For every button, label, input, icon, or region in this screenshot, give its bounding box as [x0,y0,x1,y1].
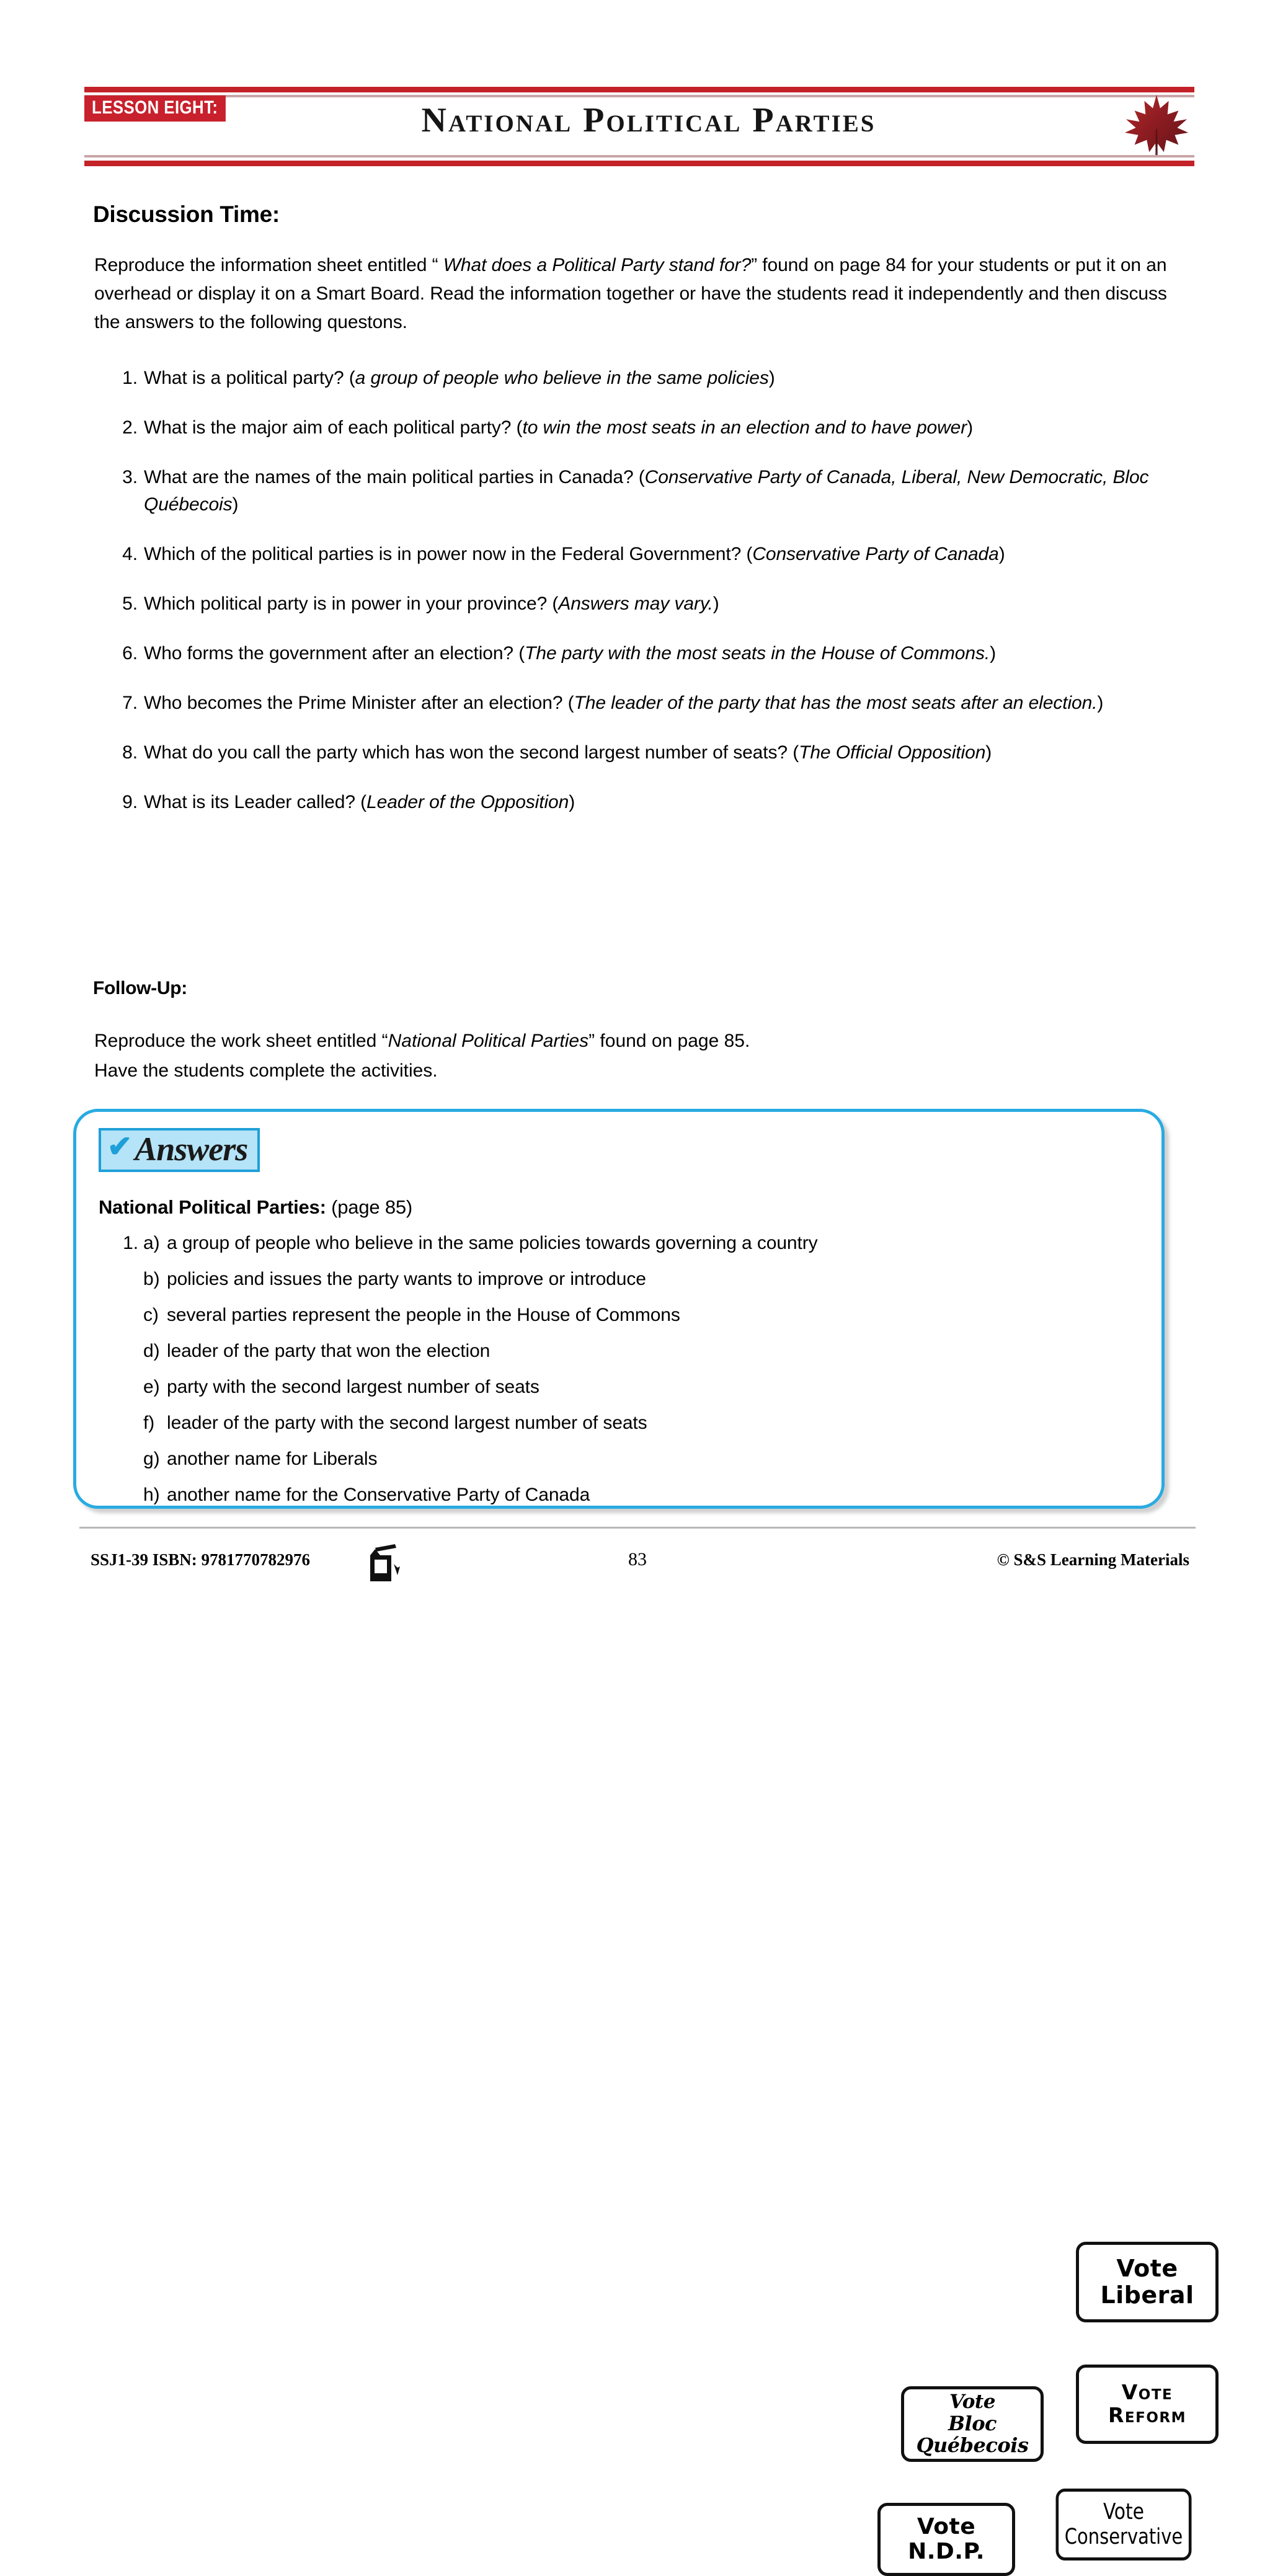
question-answer: Leader of the Opposition [366,792,569,812]
page-header [84,87,1194,166]
answers-subtitle [99,1196,412,1219]
answer-item-list [99,1231,905,1519]
vote-sign-line-1: Vote [1103,2499,1145,2525]
follow-up-paragraph [94,1026,1148,1086]
question-answer: Conservative Party of Canada [752,544,999,564]
question-number: 7. [122,693,138,713]
followup-sheet-title: National Political Parties [388,1031,589,1051]
question-text: Which of the political parties is in power now in the Federal Government? ( [144,544,753,564]
answer-item [99,1267,905,1292]
answer-item-text: policies and issues the party wants to improve or introduce [167,1269,646,1289]
question-number: 3. [122,467,138,487]
question-answer-close: ) [985,742,992,763]
question-answer-close: ) [990,643,996,664]
answer-item [99,1303,905,1328]
question-answer: The Official Opposition [799,742,986,763]
follow-up-heading: Follow-Up: [93,978,187,998]
question-number: 6. [122,643,138,664]
intro-sheet-title: What does a Political Party stand for? [443,255,752,275]
vote-sign-reform [1076,2365,1219,2444]
question-answer-close: ) [713,593,719,614]
answer-item-text: a group of people who believe in the same policies towards governing a country [167,1233,818,1253]
header-rule-top-thin [84,95,1194,97]
followup-line-2: Have the students complete the activities. [94,1060,438,1081]
question-answer-close: ) [998,544,1005,564]
question-answer-close: ) [1097,693,1104,713]
question-number: 5. [122,593,138,614]
discussion-question [110,365,1189,392]
answer-item-text: leader of the party with the second largest number of seats [167,1413,647,1433]
page-title: National Political Parties [421,101,876,140]
lesson-tag: LESSON EIGHT: [84,95,225,122]
question-answer: Conservative Party of Canada, Liberal, New Democratic, Bloc Québecois [144,467,1149,515]
answer-item-letter: d) [143,1341,160,1361]
question-text: What are the names of the main political parties in Canada? ( [144,467,645,487]
question-text: Who becomes the Prime Minister after an election? ( [144,693,574,713]
vote-sign-line-2: Liberal [1100,2281,1194,2309]
answer-item-letter: f) [143,1413,155,1433]
answer-item-letter: e) [143,1377,160,1397]
answer-item-letter: g) [143,1449,160,1469]
answer-item-text: party with the second largest number of seats [167,1377,540,1397]
header-rule-top-thick [84,87,1194,92]
discussion-question [110,640,1189,667]
vote-sign-line-2: Bloc Québecois [916,2411,1029,2458]
answer-item-letter: h) [143,1485,160,1505]
vote-sign-ndp [877,2503,1015,2576]
vote-sign-line-1: Vote [1116,2255,1178,2283]
answer-item [99,1411,905,1436]
vote-sign-line-2: N.D.P. [908,2539,985,2564]
vote-sign-conservative [1056,2489,1192,2560]
question-answer: The party with the most seats in the House of Commons. [525,643,990,664]
question-answer-close: ) [967,417,974,438]
discussion-question [110,739,1189,766]
vote-sign-line-1: Vote [917,2513,976,2539]
answer-item-letter: a) [143,1233,160,1253]
discussion-question [110,789,1189,816]
footer-page-number: 83 [628,1549,647,1570]
question-number: 2. [122,417,138,438]
answer-item-text: another name for Liberals [167,1449,378,1469]
answer-item-letter: c) [143,1305,159,1325]
vote-sign-line-2: Conservative [1064,2524,1183,2549]
answer-item-text: several parties represent the people in the House of Commons [167,1305,680,1325]
footer-isbn: SSJ1-39 ISBN: 9781770782976 [91,1550,311,1569]
discussion-question-list [110,365,1189,838]
question-answer: The leader of the party that has the most seats after an election. [574,693,1098,713]
answer-item [99,1375,905,1400]
question-text: Who forms the government after an election? ( [144,643,525,664]
vote-sign-liberal [1076,2242,1219,2322]
checkmark-icon: ✔ [107,1130,133,1164]
intro-text-before: Reproduce the information sheet entitled “ [94,255,443,275]
answer-item-text: leader of the party that won the election [167,1341,491,1361]
question-number: 8. [122,742,138,763]
answer-item [99,1483,905,1508]
answer-item [99,1231,905,1256]
discussion-time-heading: Discussion Time: [93,202,280,227]
maple-leaf-icon [1120,92,1193,161]
question-text: What is a political party? ( [144,368,355,388]
discussion-question [110,590,1189,618]
vote-sign-line-1: Vote [1121,2380,1173,2405]
answer-item-number: 1. [123,1233,138,1253]
footer-divider [79,1527,1196,1529]
discussion-question [110,690,1189,717]
discussion-question [110,541,1189,568]
question-text: Which political party is in power in your province? ( [144,593,559,614]
question-number: 4. [122,544,138,564]
answer-item [99,1339,905,1364]
answer-item [99,1447,905,1472]
intro-text-after: ” found on page 84 for your students or put it on an overhead or display it on a Smart Board. Read the information together or have the students read it independently and then discuss the answers to the following questons. [94,255,1167,332]
answer-item-text: another name for the Conservative Party of Canada [167,1485,590,1505]
discussion-question [110,464,1189,518]
footer-copyright: © S&S Learning Materials [997,1550,1189,1569]
answers-subtitle-page: (page 85) [331,1196,413,1218]
vote-sign-bloc-quebecois [901,2386,1044,2462]
discussion-question [110,414,1189,442]
question-text: What do you call the party which has won the second largest number of seats? ( [144,742,799,763]
question-answer-close: ) [768,368,775,388]
header-rule-bottom-thin [84,155,1194,158]
vote-sign-line-2: Reform [1108,2403,1186,2427]
question-number: 9. [122,792,138,812]
header-rule-bottom-thick [84,161,1194,166]
answer-item-letter: b) [143,1269,160,1289]
page-footer [79,1537,1196,1586]
answers-badge [99,1128,260,1172]
question-text: What is its Leader called? ( [144,792,367,812]
answers-badge-label: Answers [135,1130,248,1168]
question-answer-close: ) [569,792,575,812]
question-text: What is the major aim of each political party? ( [144,417,523,438]
question-answer: to win the most seats in an election and to have power [522,417,967,438]
question-answer: Answers may vary. [558,593,713,614]
followup-text-before: Reproduce the work sheet entitled “ [94,1031,388,1051]
followup-text-after: ” found on page 85. [588,1031,750,1051]
answers-subtitle-title: National Political Parties: [99,1196,326,1218]
question-number: 1. [122,368,138,388]
vote-sign-line-1: Vote [949,2390,995,2413]
question-answer-close: ) [232,494,239,515]
discussion-intro-paragraph [94,251,1186,337]
question-answer: a group of people who believe in the same policies [355,368,769,388]
